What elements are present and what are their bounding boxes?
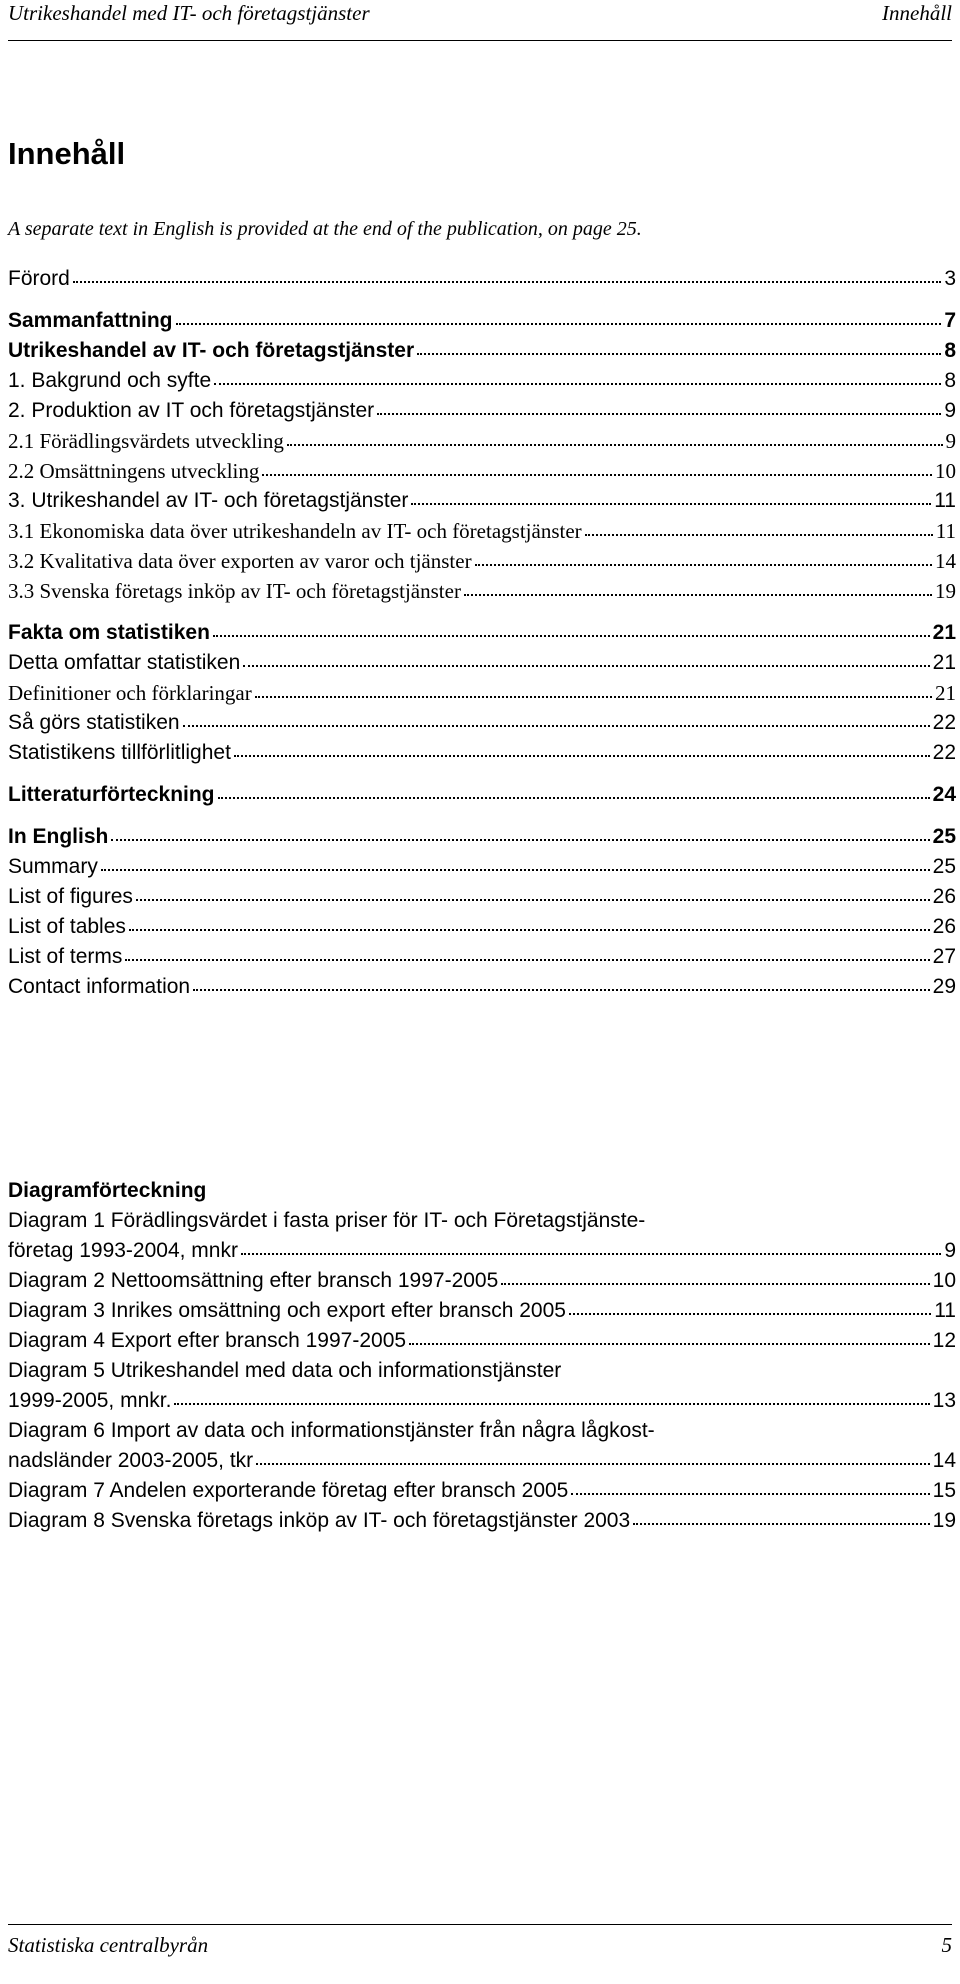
toc-entry-page: 27 — [932, 945, 956, 968]
toc-entry-page: 10 — [932, 1269, 956, 1292]
toc-entry-page: 22 — [932, 711, 956, 734]
figure-entry-first-line: Diagram 1 Förädlingsvärdet i fasta priser för IT- och Företagstjänste- — [8, 1209, 646, 1232]
toc-entry-page: 15 — [932, 1479, 956, 1502]
toc-entry-label: Så görs statistiken — [8, 711, 180, 734]
toc-entry-label: In English — [8, 825, 109, 848]
toc-entry-label: Summary — [8, 855, 98, 878]
toc-entry-page: 9 — [944, 399, 956, 422]
dot-leader — [417, 352, 941, 355]
toc-entry-page: 8 — [944, 339, 956, 362]
toc-entry[interactable] — [8, 678, 956, 708]
toc-entry-label: 2.1 Förädlingsvärdets utveckling — [8, 429, 284, 453]
toc-entry-label: 3.2 Kvalitativa data över exporten av varor och tjänster — [8, 549, 472, 573]
toc-entry[interactable] — [8, 780, 956, 810]
dot-leader — [125, 958, 929, 961]
figure-list-heading: Diagramförteckning — [8, 1179, 207, 1202]
toc-entry-label: 3. Utrikeshandel av IT- och företagstjänster — [8, 489, 409, 512]
toc-entry-label: List of tables — [8, 915, 126, 938]
figure-list — [8, 1176, 956, 1536]
figure-entry[interactable] — [8, 1236, 956, 1266]
dot-leader — [409, 1342, 930, 1345]
dot-leader — [475, 563, 932, 566]
figure-entry-first-line: Diagram 5 Utrikeshandel med data och informationstjänster — [8, 1359, 562, 1382]
toc-entry-page: 11 — [935, 519, 956, 543]
toc-entry-label: Sammanfattning — [8, 309, 173, 332]
header-section-name: Innehåll — [882, 1, 952, 25]
toc-entry-label: Diagram 3 Inrikes omsättning och export efter bransch 2005 — [8, 1299, 566, 1322]
toc-entry[interactable] — [8, 336, 956, 366]
toc-entry[interactable] — [8, 426, 956, 456]
figure-entry[interactable] — [8, 1476, 956, 1506]
toc-entry-label: Diagram 4 Export efter bransch 1997-2005 — [8, 1329, 407, 1352]
toc-spacer — [8, 294, 956, 306]
toc-entry[interactable] — [8, 972, 956, 1002]
toc-entry[interactable] — [8, 852, 956, 882]
toc-entry[interactable] — [8, 618, 956, 648]
dot-leader — [234, 754, 930, 757]
figure-entry[interactable] — [8, 1326, 956, 1356]
toc-entry-page: 8 — [944, 369, 956, 392]
toc-entry-label: Fakta om statistiken — [8, 621, 210, 644]
toc-entry[interactable] — [8, 708, 956, 738]
toc-entry-page: 25 — [932, 825, 956, 848]
toc-spacer — [8, 606, 956, 618]
toc-entry-page: 14 — [935, 549, 956, 573]
toc-entry[interactable] — [8, 486, 956, 516]
figure-entry[interactable] — [8, 1506, 956, 1536]
toc-entry[interactable] — [8, 882, 956, 912]
toc-entry-label: List of figures — [8, 885, 133, 908]
dot-leader — [411, 502, 931, 505]
dot-leader — [569, 1312, 931, 1315]
figure-entry-first-line: Diagram 6 Import av data och informationstjänster från några lågkost- — [8, 1419, 655, 1442]
dot-leader — [136, 898, 930, 901]
toc-entry-page: 14 — [932, 1449, 956, 1472]
toc-entry-label: företag 1993-2004, mnkr — [8, 1239, 238, 1262]
toc-entry-page: 10 — [935, 459, 956, 483]
table-of-contents — [8, 264, 956, 1002]
dot-leader — [183, 724, 930, 727]
toc-entry-label: Definitioner och förklaringar — [8, 681, 252, 705]
dot-leader — [262, 473, 932, 476]
toc-entry-page: 19 — [932, 1509, 956, 1532]
dot-leader — [218, 796, 930, 799]
toc-entry-page: 25 — [932, 855, 956, 878]
dot-leader — [213, 634, 930, 637]
toc-entry[interactable] — [8, 912, 956, 942]
toc-entry-label: Diagram 2 Nettoomsättning efter bransch 1997-2005 — [8, 1269, 499, 1292]
toc-spacer — [8, 810, 956, 822]
toc-entry-page: 29 — [932, 975, 956, 998]
toc-entry[interactable] — [8, 738, 956, 768]
toc-entry[interactable] — [8, 546, 956, 576]
toc-entry-page: 7 — [944, 309, 956, 332]
dot-leader — [193, 988, 930, 991]
dot-leader — [176, 322, 942, 325]
toc-entry[interactable] — [8, 648, 956, 678]
dot-leader — [101, 868, 930, 871]
dot-leader — [111, 838, 929, 841]
english-text-note: A separate text in English is provided at the end of the publication, on page 25. — [8, 218, 642, 240]
toc-entry-page: 24 — [932, 783, 956, 806]
toc-entry-page: 11 — [934, 489, 956, 512]
dot-leader — [255, 695, 932, 698]
toc-spacer — [8, 768, 956, 780]
toc-entry-page: 11 — [934, 1299, 956, 1322]
dot-leader — [464, 593, 932, 596]
toc-entry-label: Statistikens tillförlitlighet — [8, 741, 231, 764]
dot-leader — [256, 1462, 929, 1465]
toc-entry-label: 1999-2005, mnkr. — [8, 1389, 172, 1412]
running-header — [8, 0, 952, 41]
toc-entry-page: 26 — [932, 915, 956, 938]
toc-entry-label: List of terms — [8, 945, 123, 968]
footer-publisher: Statistiska centralbyrån — [8, 1932, 209, 1957]
dot-leader — [377, 412, 941, 415]
toc-entry[interactable] — [8, 396, 956, 426]
toc-entry-label: Detta omfattar statistiken — [8, 651, 241, 674]
figure-entry[interactable] — [8, 1266, 956, 1296]
toc-entry[interactable] — [8, 576, 956, 606]
figure-entry[interactable] — [8, 1446, 956, 1476]
dot-leader — [243, 664, 929, 667]
toc-entry[interactable] — [8, 264, 956, 294]
toc-entry-label: Litteraturförteckning — [8, 783, 215, 806]
toc-entry-label: Diagram 8 Svenska företags inköp av IT- och företagstjänster 2003 — [8, 1509, 631, 1532]
toc-entry-label: 2. Produktion av IT och företagstjänster — [8, 399, 375, 422]
figure-entry[interactable] — [8, 1296, 956, 1326]
toc-entry-label: Utrikeshandel av IT- och företagstjänster — [8, 339, 415, 362]
dot-leader — [287, 443, 943, 446]
toc-entry-page: 12 — [932, 1329, 956, 1352]
dot-leader — [129, 928, 930, 931]
toc-entry-label: 3.3 Svenska företags inköp av IT- och företagstjänster — [8, 579, 461, 603]
page-number: 5 — [941, 1932, 952, 1957]
toc-entry-label: Förord — [8, 267, 70, 290]
toc-entry-label: Contact information — [8, 975, 191, 998]
header-publication-title: Utrikeshandel med IT- och företagstjänster — [8, 1, 370, 25]
dot-leader — [571, 1492, 929, 1495]
dot-leader — [585, 533, 933, 536]
toc-entry-label: 3.1 Ekonomiska data över utrikeshandeln av IT- och företagstjänster — [8, 519, 582, 543]
toc-entry-label: Diagram 7 Andelen exporterande företag efter bransch 2005 — [8, 1479, 569, 1502]
figure-entry[interactable] — [8, 1386, 956, 1416]
toc-entry[interactable] — [8, 366, 956, 396]
toc-entry-page: 21 — [932, 651, 956, 674]
toc-entry-page: 3 — [944, 267, 956, 290]
toc-entry-page: 9 — [945, 429, 956, 453]
dot-leader — [633, 1522, 929, 1525]
toc-entry-page: 26 — [932, 885, 956, 908]
toc-entry-label: nadsländer 2003-2005, tkr — [8, 1449, 254, 1472]
toc-entry-page: 13 — [932, 1389, 956, 1412]
dot-leader — [174, 1402, 929, 1405]
toc-entry[interactable] — [8, 456, 956, 486]
toc-entry[interactable] — [8, 942, 956, 972]
dot-leader — [501, 1282, 929, 1285]
toc-entry-label: 2.2 Omsättningens utveckling — [8, 459, 260, 483]
toc-entry-page: 21 — [935, 681, 956, 705]
toc-entry[interactable] — [8, 516, 956, 546]
toc-entry-page: 19 — [935, 579, 956, 603]
toc-entry-label: 1. Bakgrund och syfte — [8, 369, 212, 392]
page-title: Innehåll — [8, 136, 126, 171]
toc-entry-page: 21 — [932, 621, 956, 644]
page-footer — [8, 1924, 952, 1965]
dot-leader — [73, 280, 941, 283]
toc-entry-page: 9 — [944, 1239, 956, 1262]
toc-entry[interactable] — [8, 822, 956, 852]
toc-entry-page: 22 — [932, 741, 956, 764]
dot-leader — [214, 382, 941, 385]
toc-entry[interactable] — [8, 306, 956, 336]
dot-leader — [241, 1252, 941, 1255]
